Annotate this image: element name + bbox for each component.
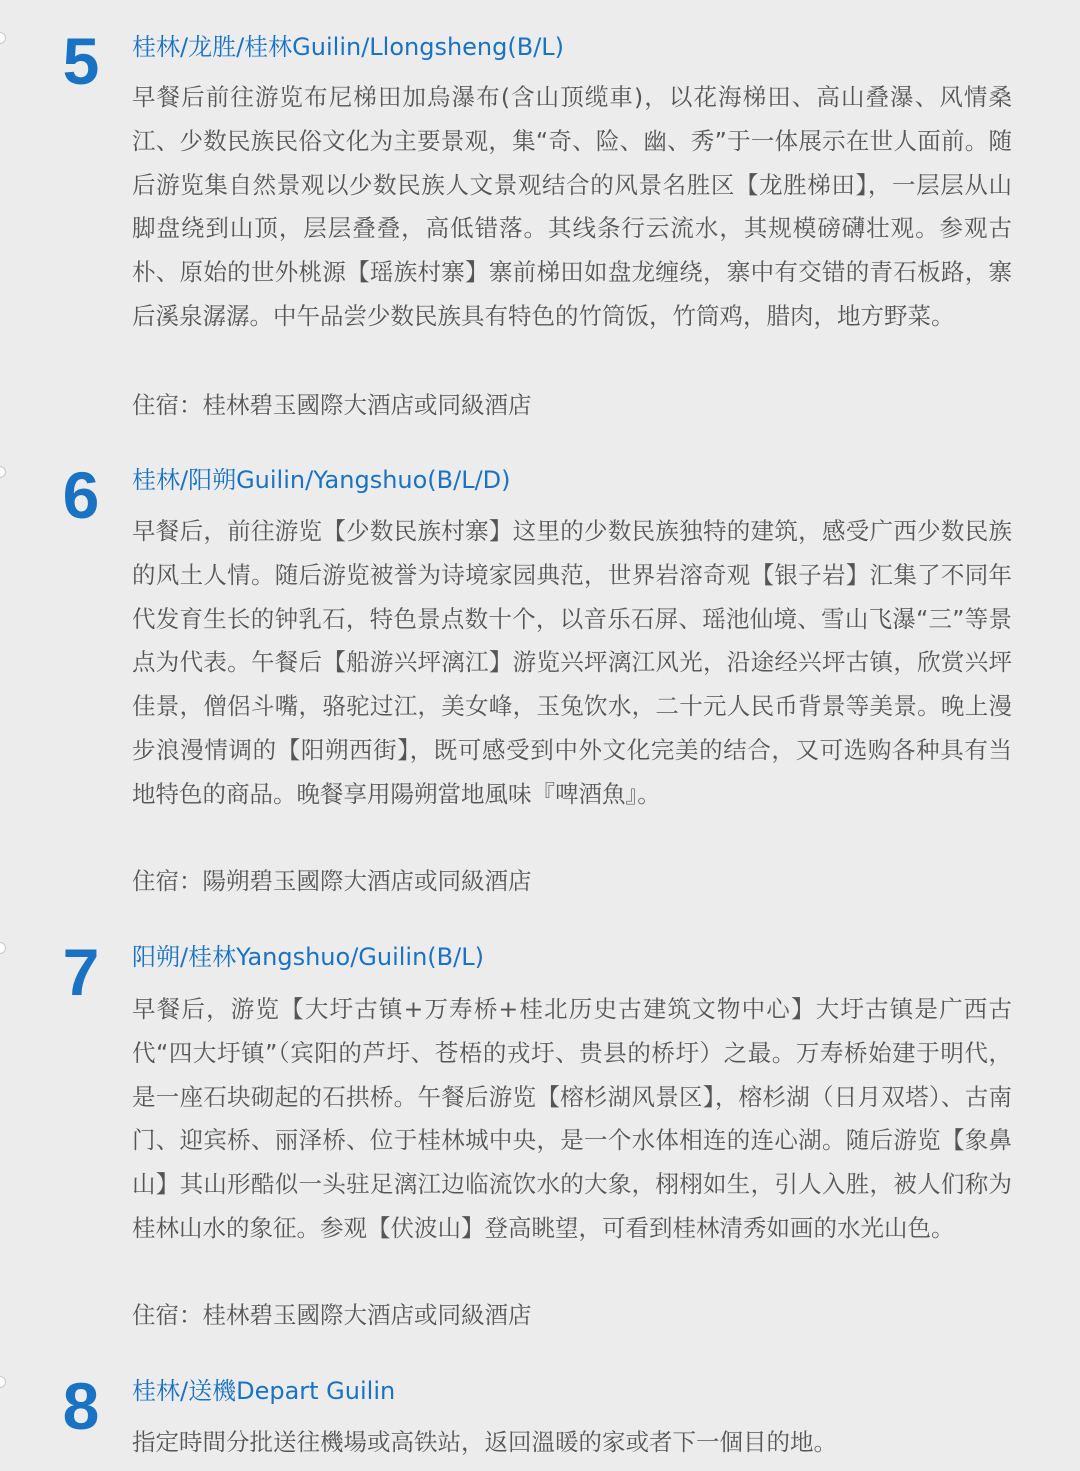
day-description <box>132 1421 1012 1465</box>
accommodation: 住宿：桂林碧玉國際大酒店或同級酒店 <box>132 1301 532 1329</box>
timeline-dot <box>0 1376 6 1388</box>
day-title: 桂林/龙胜/桂林Guilin/Llongsheng(B/L) <box>132 33 565 61</box>
timeline-dot <box>0 942 6 954</box>
timeline-dot <box>0 466 6 478</box>
day-title: 桂林/送機Depart Guilin <box>132 1377 396 1405</box>
timeline-dot <box>0 32 6 44</box>
day-title: 阳朔/桂林Yangshuo/Guilin(B/L) <box>132 943 484 971</box>
day-number: 8 <box>62 1369 100 1443</box>
accommodation: 住宿：陽朔碧玉國際大酒店或同級酒店 <box>132 867 532 895</box>
day-description-text: 早餐后，游览【大圩古镇+万寿桥+桂北历史古建筑文物中心】大圩古镇是广西古代“四大圩镇”（宾阳的芦圩、苍梧的戎圩、贵县的桥圩）之最。万寿桥始建于明代，是一座石块砌起的石拱桥。午餐后游览【榕杉湖风景区】，榕杉湖（日月双塔）、古南门、迎宾桥、丽泽桥、位于桂林城中央，是一个水体相连的连心湖。随后游览【象鼻山】其山形酷似一头驻足漓江边临流饮水的大象，栩栩如生，引人入胜，被人们称为桂林山水的象征。参观【伏波山】登高眺望，可看到桂林清秀如画的水光山色。 <box>132 995 1012 1242</box>
day-description-text: 指定時間分批送往機場或高铁站，返回溫暖的家或者下一個目的地。 <box>132 1428 837 1456</box>
day-description <box>132 76 1012 339</box>
accommodation: 住宿：桂林碧玉國際大酒店或同級酒店 <box>132 391 532 419</box>
day-number: 5 <box>62 24 100 98</box>
day-number: 6 <box>62 458 100 532</box>
day-description-text: 早餐后，前往游览【少数民族村寨】这里的少数民族独特的建筑，感受广西少数民族的风土人情。随后游览被誉为诗境家园典范，世界岩溶奇观【银子岩】汇集了不同年代发育生长的钟乳石，特色景点数十个，以音乐石屏、瑶池仙境、雪山飞瀑“三”等景点为代表。午餐后【船游兴坪漓江】游览兴坪漓江风光，沿途经兴坪古镇，欣赏兴坪佳景，僧侶斗嘴，骆驼过江，美女峰，玉兔饮水，二十元人民币背景等美景。晚上漫步浪漫情调的【阳朔西街】，既可感受到中外文化完美的结合，又可选购各种具有当地特色的商品。晚餐享用陽朔當地風味『啤酒魚』。 <box>132 517 1012 808</box>
day-number: 7 <box>62 935 100 1009</box>
day-title: 桂林/阳朔Guilin/Yangshuo(B/L/D) <box>132 466 511 494</box>
day-description-text: 早餐后前往游览布尼梯田加烏瀑布(含山顶缆車)，以花海梯田、高山叠瀑、风情桑江、少数民族民俗文化为主要景观，集“奇、险、幽、秀”于一体展示在世人面前。随后游览集自然景观以少数民族人文景观结合的风景名胜区【龙胜梯田】，一层层从山脚盘绕到山顶，层层叠叠，高低错落。其线条行云流水，其规模磅礴壮观。参观古朴、原始的世外桃源【瑶族村寨】寨前梯田如盘龙缠绕，寨中有交错的青石板路，寨后溪泉潺潺。中午品尝少数民族具有特色的竹筒饭，竹筒鸡，腊肉，地方野菜。 <box>132 83 1012 330</box>
day-description <box>132 988 1012 1251</box>
day-description <box>132 510 1012 817</box>
